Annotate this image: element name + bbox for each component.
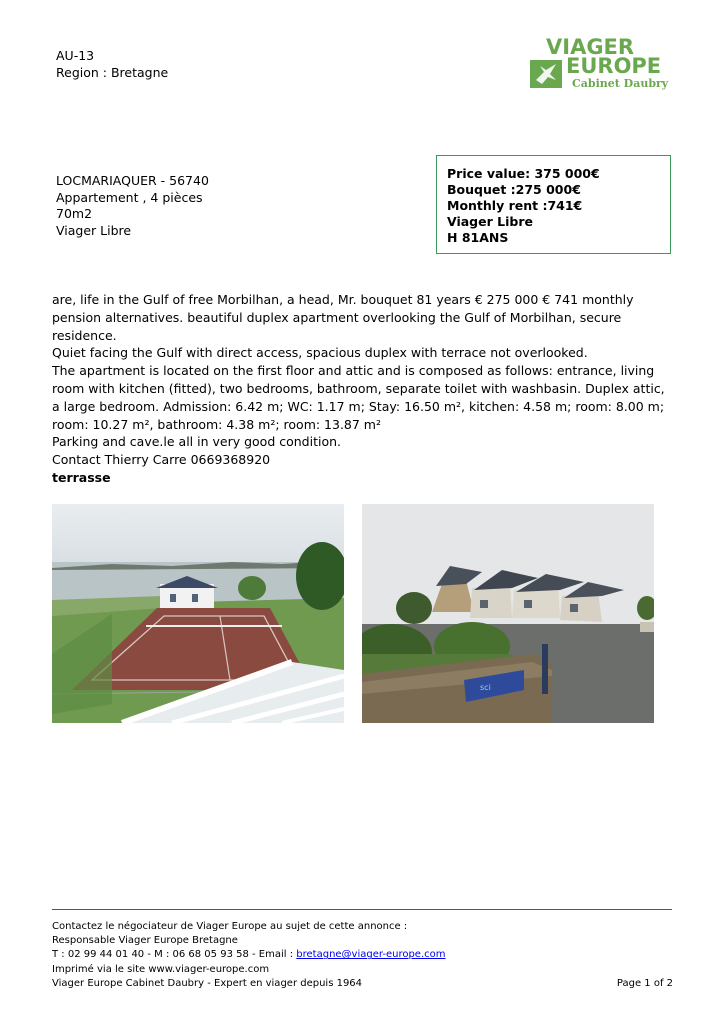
footer-divider bbox=[52, 909, 672, 910]
description-paragraph: The apartment is located on the first floor and attic and is composed as follows: entrance, living room with kitchen (fitted), two bedrooms, bathroom, separate toilet with washbasin. Duplex attic, a large bedroom. Admission: 6.42 m; WC: 1.17 m; Stay: 16.50 m², kitchen: 4.58 m; room: 8.00 m; room: 10.27 m², bathroom: 4.38 m²; room: 13.87 m² bbox=[52, 363, 665, 432]
footer-manager: Responsable Viager Europe Bretagne bbox=[52, 935, 238, 947]
page-number: Page 1 of 2 bbox=[616, 978, 673, 989]
viager-europe-logo bbox=[530, 36, 670, 94]
bouquet-value: Bouquet :275 000€ bbox=[447, 182, 581, 197]
description-paragraph: Contact Thierry Carre 0669368920 bbox=[52, 452, 271, 468]
logo-word-viager: VIAGER bbox=[546, 35, 635, 59]
photo-tennis-court-gulf bbox=[52, 504, 344, 723]
viager-type: Viager Libre bbox=[447, 214, 533, 229]
footer bbox=[52, 920, 672, 991]
logo-word-europe: EUROPE bbox=[566, 54, 662, 78]
logo-tagline: Cabinet Daubry bbox=[572, 77, 669, 90]
monthly-rent: Monthly rent :741€ bbox=[447, 198, 583, 213]
listing-reference-block bbox=[56, 48, 168, 81]
listing-region: Region : Bretagne bbox=[56, 64, 169, 80]
footer-phone-email bbox=[52, 948, 672, 962]
price-value: Price value: 375 000€ bbox=[447, 166, 600, 181]
property-status: Viager Libre bbox=[56, 222, 132, 238]
photo-residence-houses bbox=[362, 504, 654, 723]
footer-contact-intro: Contactez le négociateur de Viager Europe au sujet de cette annonce : bbox=[52, 921, 408, 932]
footer-printed-via: Imprimé via le site www.viager-europe.com bbox=[52, 963, 270, 975]
svg-text:sci: sci bbox=[480, 683, 491, 692]
property-summary bbox=[56, 173, 209, 239]
footer-company: Viager Europe Cabinet Daubry - Expert en viager depuis 1964 bbox=[52, 977, 363, 989]
property-description bbox=[52, 291, 672, 469]
seller-age: H 81ANS bbox=[447, 230, 509, 245]
listing-reference: AU-13 bbox=[56, 48, 95, 63]
description-paragraph: Parking and cave.le all in very good condition. bbox=[52, 434, 341, 450]
description-paragraph: are, life in the Gulf of free Morbilhan, a head, Mr. bouquet 81 years € 275 000 € 741 monthly pension alternatives. beautiful duplex apartment overlooking the Gulf of Morbilhan, secure residence. bbox=[52, 292, 634, 343]
price-box bbox=[436, 155, 671, 254]
property-location: LOCMARIAQUER - 56740 bbox=[56, 173, 209, 188]
property-area: 70m2 bbox=[56, 206, 93, 221]
property-type: Appartement , 4 pièces bbox=[56, 189, 203, 205]
description-paragraph: Quiet facing the Gulf with direct access, spacious duplex with terrace not overlooked. bbox=[52, 345, 588, 361]
footer-phone: T : 02 99 44 01 40 - M : 06 68 05 93 58 - Email : bbox=[52, 949, 297, 961]
star-plane-icon bbox=[530, 60, 562, 88]
footer-email-link[interactable]: bretagne@viager-europe.com bbox=[296, 949, 446, 961]
photos-section-title: terrasse bbox=[52, 470, 111, 485]
